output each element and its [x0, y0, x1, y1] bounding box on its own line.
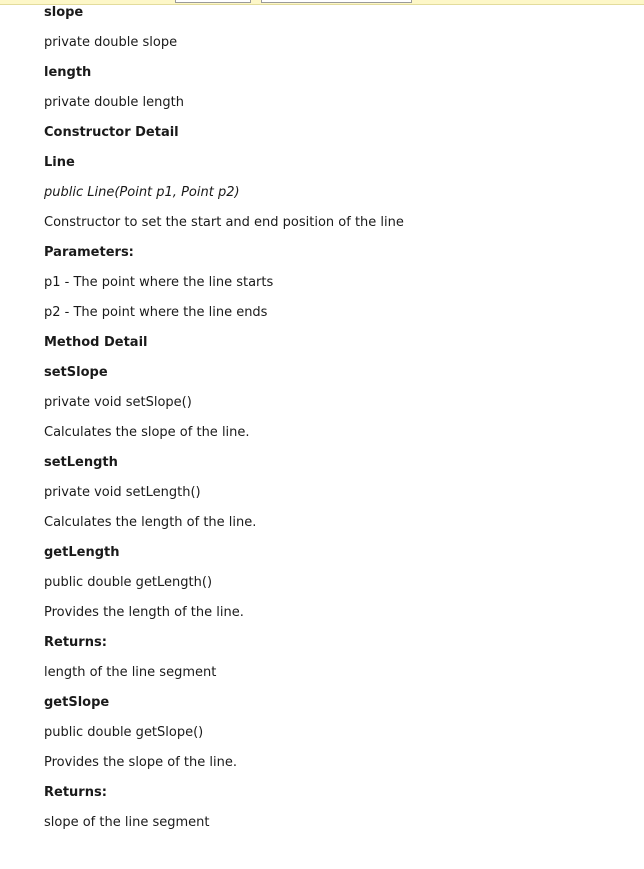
section-heading-constructor: Constructor Detail	[44, 125, 179, 140]
method-description-getslope: Provides the slope of the line.	[44, 755, 237, 770]
method-description-getlength: Provides the length of the line.	[44, 605, 244, 620]
parameter-p2: p2 - The point where the line ends	[44, 305, 268, 320]
method-name-getslope: getSlope	[44, 695, 110, 710]
method-name-setlength: setLength	[44, 455, 118, 470]
returns-value-getlength: length of the line segment	[44, 665, 217, 680]
method-name-getlength: getLength	[44, 545, 120, 560]
method-description-setslope: Calculates the slope of the line.	[44, 425, 250, 440]
returns-label-getlength: Returns:	[44, 635, 107, 650]
toolbar-field-1[interactable]	[175, 0, 251, 3]
field-name-slope: slope	[44, 5, 84, 20]
constructor-name: Line	[44, 155, 75, 170]
method-signature-getslope: public double getSlope()	[44, 725, 204, 740]
top-toolbar-strip	[0, 0, 644, 5]
field-signature-slope: private double slope	[44, 35, 178, 50]
parameter-p1: p1 - The point where the line starts	[44, 275, 274, 290]
method-signature-setslope: private void setSlope()	[44, 395, 192, 410]
section-heading-method: Method Detail	[44, 335, 148, 350]
constructor-description: Constructor to set the start and end position of the line	[44, 215, 404, 230]
returns-label-getslope: Returns:	[44, 785, 107, 800]
method-description-setlength: Calculates the length of the line.	[44, 515, 257, 530]
constructor-signature: public Line(Point p1, Point p2)	[44, 185, 240, 200]
field-signature-length: private double length	[44, 95, 184, 110]
field-name-length: length	[44, 65, 92, 80]
parameters-label: Parameters:	[44, 245, 134, 260]
method-signature-setlength: private void setLength()	[44, 485, 201, 500]
method-signature-getlength: public double getLength()	[44, 575, 213, 590]
returns-value-getslope: slope of the line segment	[44, 815, 210, 830]
method-name-setslope: setSlope	[44, 365, 108, 380]
toolbar-field-2[interactable]	[261, 0, 412, 3]
